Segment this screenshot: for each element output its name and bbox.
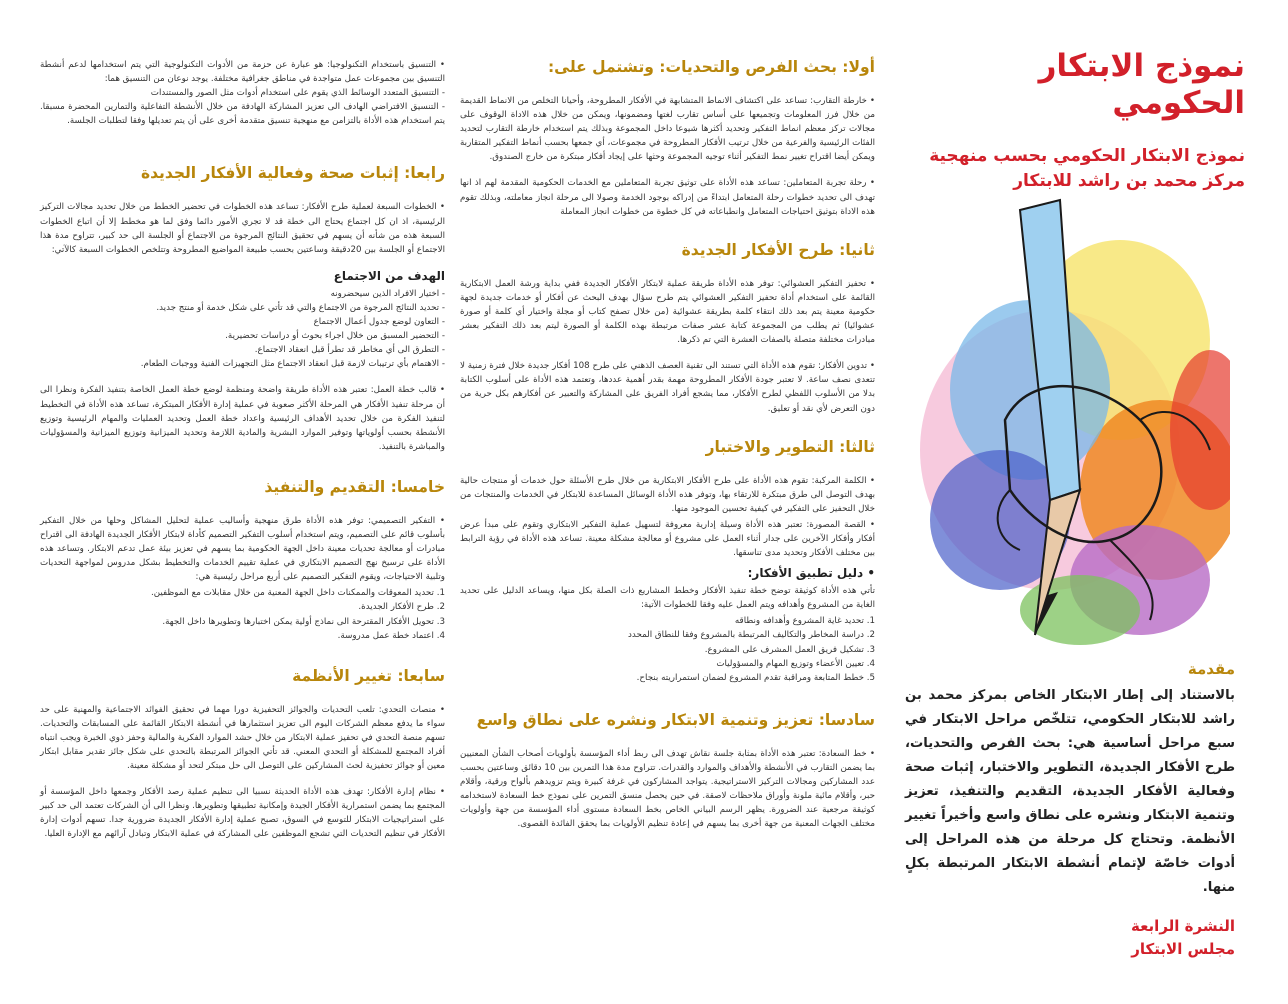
paragraph: • الخطوات السبعة لعملية طرح الأفكار: تساعد هذه الخطوات في تحضير الخطط من خلال تحديد مجالات التركيز الرئيسية، اذ ان كل اجتماع يحتاج الى خطة قد لا تجري الأمور دائما وفق لما هو مخطط إلا أن اتباع الخطوات السبعة هذه من شأنه أن يسهم في تحقيق النتائج المرجوة من الاجتماع أو الجلسة الى حد كبير، تتراوح مدة هذا الاجتماع أو الجلسة بين 20دقيقة وساعتين بحسب طبيعة المواضيع المطروحة وتتلخص الخطوات السبعة كالآتي: [40, 202, 445, 255]
section-2 [460, 241, 875, 416]
pencil-hand-svg [910, 190, 1230, 650]
paragraph: • قالب خطة العمل: تعتبر هذه الأداة طريقة واضحة ومنظمة لوضع خطة العمل الخاصة بتنفيذ الفكرة ونظرا الى أن مرحلة تنفيذ الأفكار هي المرحلة الأكثر صعوبة في عملية إدارة الأفكار المبتكرة، تساعد هذه الأداة في التخطيط لتنفيذ الفكرة من خلال تحديد الأهداف الرئيسية واعداد خطة العمل وتحديد العمليات والمهام الرئيسية وتوزيع الأنشطة بحسب أولوياتها وتوفير الموارد البشرية والمادية اللازمة وتحديد الميزانية وتوزيع الميزانية والمسؤوليات والمباشرة بالتنفيذ. [40, 385, 445, 452]
section-heading: أولا: بحث الفرص والتحديات: وتشتمل على: [547, 58, 875, 76]
paragraph: • خط السعادة: تعتبر هذه الأداة بمثابة جلسة نقاش تهدف الى ربط أداء المؤسسة بأولويات أصحاب الشأن المعنيين بما يضمن التقارب في الأنشطة والأهداف والموارد والقدرات. تتراوح مدة هذا التمرين بين 10 دقائق وساعتين بحسب عدد المشاركين ومجالات التركيز الاستراتيجية. يتواجد المشاركون في غرفة كبيرة ويتم تزويدهم بألواح ورقية، وأقلام حبر، وأقلام مائية ملونة وأوراق ملاحظات لاصقة. في حين يحصل منسق التمرين على نموذج خط السعادة لاستخدامه كوثيقة مرجعية عند الضرورة. يظهر الرسم البياني الخاص بخط السعادة مستوى أداء المؤسسة من جهة وأولويات مختلف الجهات المعنية من جهة أخرى بما يسهم في إعادة تنظيم الأولويات بما يحقق الفائدة القصوى. [460, 748, 875, 830]
section-heading: ثانيا: طرح الأفكار الجديدة [681, 240, 875, 259]
paragraph: تأتي هذه الأداة كوثيقة توضح خطة تنفيذ الأفكار وخطط المشاريع ذات الصلة بكل منها، ويساعد الدليل على تحديد الغاية من المشروع وأهدافه ويتم العمل عليه وفقا للخطوات الآتية: [460, 586, 875, 611]
steps-list [40, 586, 445, 642]
right-column [900, 40, 1245, 194]
list-item: 2. دراسة المخاطر والتكاليف المرتبطة بالمشروع وفقا للنطاق المحدد [628, 630, 875, 641]
middle-column [460, 58, 875, 843]
section-6 [460, 711, 875, 832]
paragraph: - التنسيق الافتراضي الهادف الى تعزيز المشاركة الهادفة من خلال الأنشطة التفاعلية والتمارين المحضرة مسبقا. يتم استخدام هذه الأداة بالتزامن مع منهجية تنسيق متقدمة أخرى على أن يتم تعديلها وفقا لتطلبات الجلسة. [40, 102, 445, 127]
list-item: 3. تحويل الأفكار المقترحة الى نماذج أولية يمكن اختبارها وتطويرها داخل الجهة. [162, 616, 445, 627]
section-heading: سادسا: تعزيز وتنمية الابتكار ونشره على نطاق واسع [476, 710, 875, 729]
list-item: - التطرق الى أي مخاطر قد تطرأ قبل انعقاد الاجتماع. [254, 345, 445, 356]
paragraph: • منصات التحدي: تلعب التحديات والجوائز التحفيزية دورا مهما في تحقيق الفوائد الاجتماعية والمهنية على حد سواء ما يدفع معظم الشركات اليوم الى تعزيز استثمارها في أنشطة الابتكار القائمة على المسابقات والتحديات. تسهم منصة التحدي في تحفيز عملية الابتكار من خلال حشد الموارد الفكرية والمالية وحفز ذوي الخبرة ويجب انتباه أفراد المجتمع للمشكلة أو التحدي المعني. قد تأتي الجوائز المرتبطة بالتحدي على شكل جائز تقدير مقابل ابتكار معين أو جوائز تحفيزية لحث المشاركين على التوصل الى حل مبتكر لتحد أو مشكلة معينة. [40, 704, 445, 772]
subtitle-line-2: مركز محمد بن راشد للابتكار [1013, 171, 1245, 192]
section-1 [460, 58, 875, 219]
paragraph: • تحفيز التفكير العشوائي: توفر هذه الأداة طريقة عملية لابتكار الأفكار الجديدة ففي بداية ورشة العمل الابتكارية القائمة على استخدام أداة تحفيز التفكير العشوائي يتم طرح سؤال بهدف البحث عن أفكار أو خدمات جديدة لجهة حكومية معينة يتم بعد ذلك انتقاء كلمة بطريقة عشوائية (من خلال تصفح كتاب أو مجلة واختيار أي كلمة أو صورة عشوائيا) ثم يطلب من المجموعة كتابة عشر صفات مرتبطة بهذه الكلمة أو الصورة ليتم بعد ذلك التفكير بعشر مبادرات مختلفة متصلة بالصفات العشرة التي تم ذكرها. [460, 278, 875, 346]
list-item: - الاهتمام بأي ترتيبات لازمة قبل انعقاد الاجتماع مثل التجهيزات الفنية ووجبات الطعام. [140, 359, 445, 370]
section-heading: سابعا: تغيير الأنظمة [292, 666, 445, 685]
paragraph: • نظام إدارة الأفكار: تهدف هذه الأداة الحديثة نسبيا الى تنظيم عملية رصد الأفكار وجمعها داخل المؤسسة أو المجتمع بما يضمن استمرارية الأفكار الجيدة وإمكانية تطبيقها وتطويرها. ونظرا الى أن الشركات تعتمد الى حد كبير على استراتيجيات الابتكار للتوسع في السوق، تصبح عملية إدارة الأفكار الجديدة ضرورية جدا. تسهم أدوات إدارة الأفكار في تنظيم التحديات التي تشجع الموظفين على المشاركة في عملية الابتكار وتبادل آرائهم مع الإدارة العليا. [40, 787, 445, 840]
subtitle-line-1: نموذج الابتكار الحكومي بحسب منهجية [929, 146, 1245, 167]
list-item: 1. تحديد غاية المشروع وأهدافه ونطاقه [734, 616, 875, 627]
list-item: 5. خطط المتابعة ومراقبة تقدم المشروع لضمان استمراريته بنجاح. [636, 672, 875, 683]
subheading: الهدف من الاجتماع [333, 268, 445, 283]
section-5 [40, 478, 445, 643]
section-4 [40, 164, 445, 453]
page-title: نموذج الابتكار الحكومي [1038, 48, 1245, 122]
paragraph: • التفكير التصميمي: توفر هذه الأداة طرق منهجية وأساليب عملية لتحليل المشاكل وحلها من خلال التفكير بأسلوب قائم على التصميم، ويتم استخدام أسلوب التفكير التصميم كأداة لابتكار الأفكار الجديدة الهادفة الى اقتراح مبادرات أو معالجة تحديات معينة داخل الجهة الحكومية بما يسهم في تعزيز بيئة عمل تدعم الابتكار. وتساعد هذه الأداة على ترسيخ نهج التصميم الابتكاري في عملية تقييم الخدمات والتخطيط بشكل مدروس لمواجهة التحديات وتلبية الاحتياجات، ويقوم التفكير التصميم على أربع مراحل رئيسية هي: [40, 515, 445, 583]
list-item: - اختيار الافراد الذين سيحضرونه [330, 288, 445, 299]
steps-list [40, 287, 445, 372]
section-3 [460, 438, 875, 685]
list-item: 4. اعتماد خطة عمل مدروسة. [337, 630, 445, 641]
paragraph: • تدوين الأفكار: تقوم هذه الأداة التي تستند الى تقنية العصف الذهني على طرح 108 أفكار جديدة خلال فترة زمنية لا تتعدى نصف ساعة. لا تعتبر جودة الأفكار المطروحة مهمة بقدر أهمية عددها، وتعتمد هذه الأداة على أسلوب الكتابة بدلا من الأسلوب اللفظي لطرح الأفكار، مما يشجع أفراد الفريق على المشاركة والتعبير عن أفكارهم بكل حرية من دون التعرض لأي نقد أو تعليق. [460, 361, 875, 414]
steps-list [460, 614, 875, 684]
section-7 [40, 667, 445, 842]
list-item: - التعاون لوضع جدول أعمال الاجتماع [313, 317, 445, 328]
section-coordination [40, 58, 445, 128]
issue-council: مجلس الابتكار [1131, 940, 1235, 959]
issue-label [905, 915, 1235, 962]
pencil-hand-illustration [910, 190, 1230, 650]
issue-number: النشرة الرابعة [1130, 917, 1235, 935]
paragraph: • القصة المصورة: تعتبر هذه الأداة وسيلة إدارية معروفة لتسهيل عملية التفكير الابتكاري وتقوم على مبدأ عرض أفكار وأفكار الآخرين على جدار أثناء العمل على مشروع أو معالجة مشكلة معينة. تساعد هذه الأداة في رؤية الترابط بين مختلف الأفكار وتحديد مدى تناسقها. [460, 519, 875, 559]
section-heading: خامسا: التقديم والتنفيذ [264, 477, 445, 496]
subheading: • دليل تطبيق الأفكار: [747, 566, 875, 581]
list-item: 4. تعيين الأعضاء وتوزيع المهام والمسؤوليات [716, 658, 875, 669]
paragraph: • خارطة التقارب: تساعد على اكتشاف الانماط المتشابهة في الأفكار المطروحة، وأحيانا التخلص من الانماط القديمة من خلال فرز المعلومات وتجميعها على أساس تقارب لغتها ومضمونها، ويمكن من خلال هذه الاداة الوقوف على مجالات تركز معظم انماط التفكير وتحديد أكثرها شيوعا داخل المجموعة وبذلك يتم استخدام خارطة التقارب لتحديد الفئات الرئيسية والفرعية من خلال ترتيب الأفكار المطروحة في مجموعات، أي جمعها بحسب أنماط التفكير المتقاربة ويمكن أيضا اقتراح تغيير نمط التفكير أثناء توجيه المجموعة وحثها على إيجاد أفكار مبتكرة من خارج الصندوق. [460, 96, 875, 163]
paragraph: - التنسيق المتعدد الوسائط الذي يقوم على استخدام أدوات مثل الصور والمستندات [150, 88, 445, 99]
list-item: 3. تشكيل فريق العمل المشرف على المشروع. [704, 644, 875, 655]
list-item: - تحديد النتائج المرجوة من الاجتماع والتي قد تأتي على شكل خدمة أو منتج جديد. [156, 302, 445, 313]
section-heading: ثالثا: التطوير والاختبار [705, 437, 875, 456]
paragraph: • التنسيق باستخدام التكنولوجيا: هو عبارة عن حزمة من الأدوات التكنولوجية التي يتم استخدامها لدعم أنشطة التنسيق بين مجموعات عمل متواجدة في مناطق جغرافية مختلفة. يوجد نوعان من التنسيق هما: [40, 60, 445, 85]
list-item: 2. طرح الأفكار الجديدة. [358, 602, 445, 613]
paragraph: • الكلمة المركبة: تقوم هذه الأداة على طرح الأفكار الابتكارية من خلال طرح الأسئلة حول خدمات أو منتجات حالية بهدف التوصل الى طرق مبتكرة للارتقاء بها، وتوفر هذه الأداة الوسائل المساعدة للابتكار في الخدمات والمنتجات من خلال التحفيز على التفكير في كيفية تحسين الموجود منها. [460, 475, 875, 514]
section-heading: رابعا: إثبات صحة وفعالية الأفكار الجديدة [140, 164, 445, 183]
intro-heading: مقدمة [1187, 660, 1235, 678]
left-column [40, 58, 445, 854]
list-item: - التحضير المسبق من خلال اجراء بحوث أو دراسات تحضيرية. [225, 331, 445, 342]
intro-text: بالاستناد إلى إطار الابتكار الخاص بمركز محمد بن راشد للابتكار الحكومي، تتلخّص مراحل الابتكار في سبع مراحل أساسية هي: بحث الفرص والتحديات، طرح الأفكار الجديدة، التطوير والاختبار، إثبات صحة وفعالية الأفكار الجديدة، التقديم والتنفيذ، تعزيز وتنمية الابتكار ونشره على نطاق واسع وأخيراً تغيير الأنظمة. وتحتاج كل مرحلة من هذه المراحل إلى أدوات خاصّة لإتمام أنشطة الابتكار المرتبطة بكلٍ منها. [905, 688, 1235, 896]
list-item: 1. تحديد المعوقات والممكنات داخل الجهة المعنية من خلال مقابلات مع الموظفين. [150, 588, 445, 599]
paragraph: • رحلة تجربة المتعاملين: تساعد هذه الأداة على توثيق تجربة المتعاملين مع الخدمات الحكومية المقدمة لهم اذ انها تهدف الى تحديد خطوات رحلة المتعامل ابتداءً من إدراكه بوجود الخدمة وصولا الى مرحلة انجاز معاملته، وبذلك تقوم هذه الاداة بتوثيق احتياجات المتعامل وانطباعاته في كل خطوة من خطوات انجاز المعاملة [460, 178, 875, 217]
